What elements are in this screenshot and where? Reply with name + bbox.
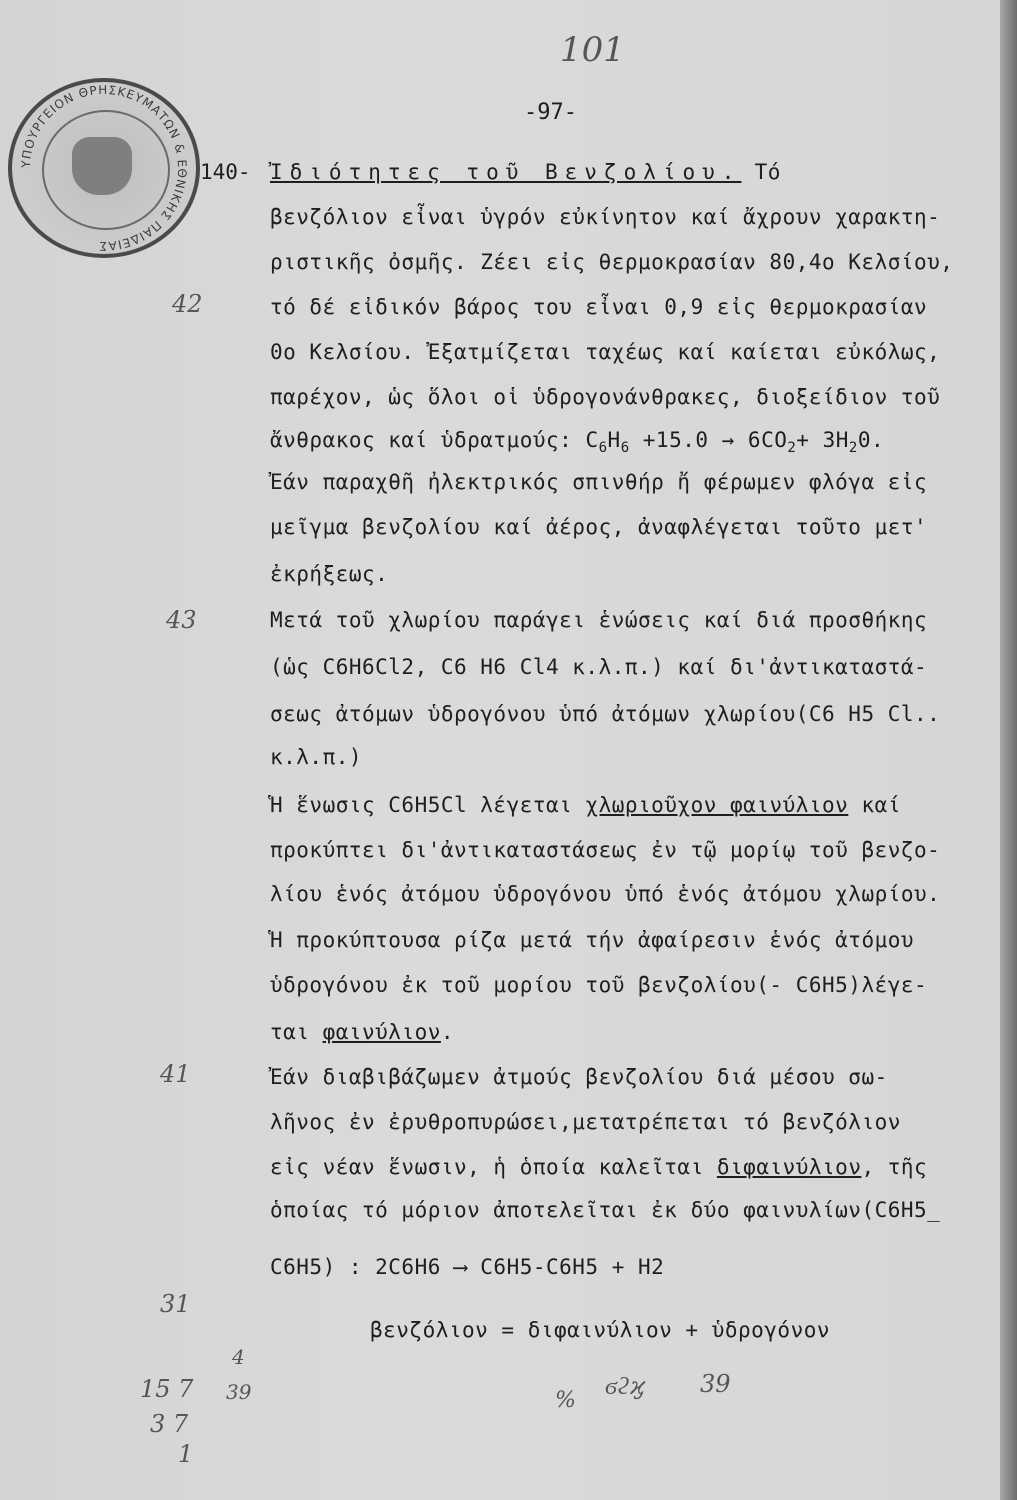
- typed-page-number: -97-: [524, 100, 577, 125]
- text-line-8: Ἐάν παραχθῆ ἠλεκτρικός σπινθήρ ἤ φέρωμεν φλόγα εἰς: [270, 470, 928, 494]
- page-edge-shadow: [1000, 0, 1017, 1500]
- text-line-12: (ὡς C6H6Cl2, C6 H6 Cl4 κ.λ.π.) καί δι'ἀντικαταστά-: [270, 655, 928, 679]
- text-line-16: προκύπτει δι'ἀντικαταστάσεως ἐν τῷ μορίῳ τοῦ βενζο-: [270, 838, 941, 862]
- margin-note-42: 42: [172, 290, 203, 318]
- margin-calc-1: 15 7: [140, 1375, 194, 1403]
- text-line-18: Ἡ προκύπτουσα ρίζα μετά τήν ἀφαίρεσιν ἑνός ἀτόμου: [270, 928, 915, 952]
- margin-note-41: 41: [160, 1060, 191, 1088]
- text-line-3: ριστικῆς ὀσμῆς. Ζέει εἰς θερμοκρασίαν 80,4ο Κελσίου,: [270, 250, 954, 274]
- text-line-20: ται φαινύλιον.: [270, 1020, 455, 1044]
- margin-note-31: 31: [160, 1290, 191, 1318]
- text-line-13: σεως ἀτόμων ὑδρογόνου ὑπό ἀτόμων χλωρίου(C6 H5 Cl..: [270, 702, 941, 726]
- text-line-24: ὁποίας τό μόριον ἀποτελεῖται ἐκ δύο φαινυλίων(C6H5_: [270, 1198, 941, 1222]
- text-line-2: βενζόλιον εἶναι ὑγρόν εὐκίνητον καί ἄχρουν χαρακτη-: [270, 205, 941, 229]
- text-line-21: Ἐάν διαβιβάζωμεν ἀτμούς βενζολίου διά μέσου σω-: [270, 1065, 888, 1089]
- equation-biphenyl: C6H5) : 2C6H6 ⟶ C6H5-C6H5 + H2: [270, 1255, 665, 1279]
- text-line-6: παρέχον, ὡς ὅλοι οἱ ὑδρογονάνθρακες, διοξείδιον τοῦ: [270, 385, 941, 409]
- equation-word-form: βενζόλιον = διφαινύλιον + ὑδρογόνον: [370, 1318, 831, 1342]
- text-line-1: Ἰδιότητες τοῦ Βενζολίου. Τό: [270, 160, 781, 184]
- underlined-term-biphenyl: διφαινύλιον: [716, 1155, 862, 1179]
- handwritten-page-number: 101: [560, 30, 625, 70]
- text-line-10: ἐκρήξεως.: [270, 562, 389, 586]
- text-line-15: Ἡ ἕνωσις C6H5Cl λέγεται χλωριοῦχον φαινύλιον καί: [270, 793, 901, 817]
- svg-text:ΥΠΟΥΡΓΕΙΟΝ ΘΡΗΣΚΕΥΜΑΤΩΝ & ΕΘΝΙ: ΥΠΟΥΡΓΕΙΟΝ ΘΡΗΣΚΕΥΜΑΤΩΝ & ΕΘΝΙΚΗΣ ΠΑΙΔΕΙΑΣ: [18, 82, 190, 254]
- section-number: 140-: [200, 160, 251, 184]
- text-line-7-equation: ἄνθρακος καί ὑδρατμούς: $C_6H_6 +15.0 \to 6CO_2+ 3H_20$.: [270, 428, 885, 457]
- text-line-9: μεῖγμα βενζολίου καί ἀέρος, ἀναφλέγεται τοῦτο μετ': [270, 515, 928, 539]
- margin-calc-4: 1: [178, 1440, 194, 1468]
- margin-note-43: 43: [166, 606, 197, 634]
- text-line-22: λῆνος ἐν ἐρυθροπυρώσει,μετατρέπεται τό βενζόλιον: [270, 1110, 901, 1134]
- footer-number: 39: [700, 1370, 731, 1398]
- text-line-19: ὑδρογόνου ἐκ τοῦ μορίου τοῦ βενζολίου(- C6H5)λέγε-: [270, 973, 928, 997]
- section-heading: Ἰδιότητες τοῦ Βενζολίου.: [270, 160, 742, 184]
- text-line-5: 0ο Κελσίου. Ἐξατμίζεται ταχέως καί καίεται εὐκόλως,: [270, 340, 941, 364]
- ministry-seal: [8, 78, 200, 258]
- margin-calc-1b: 4: [232, 1345, 245, 1369]
- underlined-term-phenyl: φαινύλιον: [322, 1020, 441, 1044]
- footer-handwriting: ϭϩϗ: [605, 1372, 645, 1400]
- text-line-4: τό δέ εἰδικόν βάρος του εἶναι 0,9 εἰς θερμοκρασίαν: [270, 295, 928, 319]
- text-line-14: κ.λ.π.): [270, 745, 363, 769]
- coat-of-arms-icon: [72, 137, 132, 195]
- footer-percent: %: [555, 1388, 576, 1413]
- text-line-23: εἰς νέαν ἕνωσιν, ἡ ὁποία καλεῖται διφαινύλιον, τῆς: [270, 1155, 928, 1179]
- margin-calc-2: 39: [226, 1380, 252, 1404]
- text-line-17: λίου ἑνός ἀτόμου ὑδρογόνου ὑπό ἑνός ἀτόμου χλωρίου.: [270, 882, 941, 906]
- margin-calc-3: 3 7: [150, 1410, 189, 1438]
- text-line-11: Μετά τοῦ χλωρίου παράγει ἑνώσεις καί διά προσθήκης: [270, 608, 928, 632]
- underlined-term-chlorobenzene: χλωριοῦχον φαινύλιον: [585, 793, 849, 817]
